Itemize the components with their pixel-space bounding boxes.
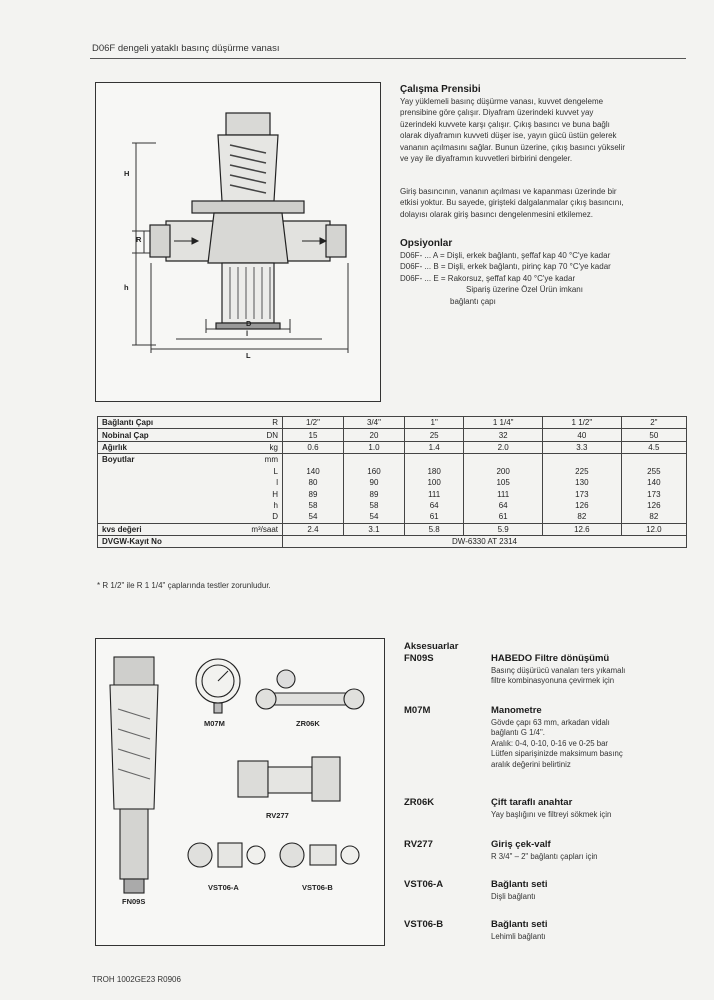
cell: 64 [464, 500, 543, 511]
cell: 100 [404, 477, 463, 488]
accessory-code: M07M [404, 705, 431, 716]
cell: 12.6 [543, 523, 622, 535]
cell: 25 [404, 429, 463, 441]
dimension-label-L: L [246, 351, 251, 360]
cell: 0.6 [283, 441, 344, 453]
text-line: dolayısı olarak giriş basıncı dengelenmesini etkilemez. [400, 209, 593, 219]
cell: 1/2" [283, 417, 344, 429]
cell: 1.4 [404, 441, 463, 453]
row-unit: mm [216, 454, 283, 466]
text-line: filtre kombinasyonuna çevirmek için [491, 676, 615, 686]
cell: 15 [283, 429, 344, 441]
dimension-label-R: R [136, 235, 142, 244]
row-unit: h [216, 500, 283, 511]
cell: 82 [621, 511, 686, 523]
option-line: D06F- ... A = Dişli, erkek bağlantı, şeffaf kap 40 °C'ye kadar [400, 251, 611, 260]
accessory-name: Bağlantı seti [491, 879, 548, 890]
option-note-connection: bağlantı çapı [450, 296, 496, 306]
accessory-name: Giriş çek-valf [491, 839, 551, 850]
table-row [98, 477, 687, 488]
cell: 64 [404, 500, 463, 511]
label-vst06a: VST06-A [208, 883, 239, 892]
cell: 61 [464, 511, 543, 523]
accessory-code: VST06-A [404, 879, 444, 890]
cell: 12.0 [621, 523, 686, 535]
text-line: Lütfen siparişinizde maksimum basınç [491, 749, 623, 759]
option-note-special: Sipariş üzerine Özel Ürün imkanı [466, 285, 583, 295]
text-line: Basınç düşürücü vanaları ters yıkamalı [491, 666, 626, 675]
specification-table [97, 416, 687, 548]
cell: 105 [464, 477, 543, 488]
text-line: ve yay ile diyaframın kuvvetleri birbirini dengeler. [400, 154, 573, 164]
page-header-title: D06F dengeli yataklı basınç düşürme vanası [92, 43, 280, 54]
dimension-label-h: h [124, 283, 129, 292]
table-row [98, 500, 687, 511]
cell: 200 [464, 466, 543, 477]
working-principle-paragraph-1 [400, 96, 690, 164]
dimension-label-l: l [246, 329, 249, 338]
cell: 58 [283, 500, 344, 511]
table-row [98, 429, 687, 441]
cell: 1.0 [343, 441, 404, 453]
cell: 4.5 [621, 441, 686, 453]
table-row [98, 488, 687, 499]
cell: 61 [404, 511, 463, 523]
cell: 54 [283, 511, 344, 523]
accessories-figure [95, 638, 385, 946]
text-line: üzerindeki kuvvete karşı çalışır. Çıkış basıncı ve buna bağlı [400, 119, 610, 129]
dimension-label-H: H [124, 169, 130, 178]
row-label: Ağırlık [98, 441, 217, 453]
cell: 54 [343, 511, 404, 523]
label-m07m: M07M [204, 719, 225, 728]
cell: 225 [543, 466, 622, 477]
cell: 3.3 [543, 441, 622, 453]
row-label: DVGW-Kayıt No [98, 535, 217, 547]
table-row [98, 454, 687, 466]
accessory-description [491, 852, 691, 862]
table-row [98, 523, 687, 535]
cell: 80 [283, 477, 344, 488]
text-line: olarak diyaframın kuvveti düşer ise, yayın gücü üstün gelerek [400, 131, 617, 141]
cell: 5.8 [404, 523, 463, 535]
text-line: Yay yüklemeli basınç düşürme vanası, kuvvet dengeleme [400, 97, 604, 106]
accessory-code: VST06-B [404, 919, 444, 930]
cell: 20 [343, 429, 404, 441]
table-row [98, 441, 687, 453]
accessory-description [491, 932, 691, 942]
working-principle-heading: Çalışma Prensibi [400, 84, 481, 95]
cell: 255 [621, 466, 686, 477]
table-row [98, 466, 687, 477]
footnote: * R 1/2" ile R 1 1/4" çaplarında testler zorunludur. [97, 581, 271, 590]
row-label: Bağlantı Çapı [98, 417, 217, 429]
accessory-name: Bağlantı seti [491, 919, 548, 930]
cell: 5.9 [464, 523, 543, 535]
accessory-name: HABEDO Filtre dönüşümü [491, 653, 610, 664]
dimension-label-D: D [246, 319, 252, 328]
label-zr06k: ZR06K [296, 719, 320, 728]
cell: 173 [621, 488, 686, 499]
header-divider [90, 58, 686, 59]
row-unit: DN [216, 429, 283, 441]
cell: 2.4 [283, 523, 344, 535]
cell: 180 [404, 466, 463, 477]
cell: 3/4" [343, 417, 404, 429]
label-vst06b: VST06-B [302, 883, 333, 892]
cell: 90 [343, 477, 404, 488]
cell: 40 [543, 429, 622, 441]
cell: 1 1/4" [464, 417, 543, 429]
option-line: D06F- ... E = Rakorsuz, şeffaf kap 40 °C'ye kadar [400, 273, 576, 283]
cell: 89 [283, 488, 344, 499]
cell: 58 [343, 500, 404, 511]
label-rv277: RV277 [266, 811, 289, 820]
accessory-description [491, 718, 691, 770]
cell: 32 [464, 429, 543, 441]
text-line: Dişli bağlantı [491, 892, 536, 901]
cell: 126 [621, 500, 686, 511]
text-line: Lehimli bağlantı [491, 932, 546, 941]
text-line: aralık değerini belirtiniz [491, 759, 571, 769]
text-line: prensibine göre çalışır. Diyafram üzerindeki kuvvet yay [400, 108, 594, 118]
row-label: kvs değeri [98, 523, 217, 535]
table-row [98, 417, 687, 429]
accessory-code: FN09S [404, 653, 434, 664]
cell: 111 [404, 488, 463, 499]
accessory-code: ZR06K [404, 797, 435, 808]
text-line: Yay başlığını ve filtreyi sökmek için [491, 810, 612, 819]
cell: 140 [621, 477, 686, 488]
accessory-description [491, 666, 691, 687]
text-line: vananın açılmasını sağlar. Bunun üzerine, çıkış basıncı yükselir [400, 142, 626, 152]
cell: 2" [621, 417, 686, 429]
row-unit: m³/saat [216, 523, 283, 535]
cell: 2.0 [464, 441, 543, 453]
text-line: Gövde çapı 63 mm, arkadan vidalı [491, 718, 610, 727]
cell: 130 [543, 477, 622, 488]
cell: 111 [464, 488, 543, 499]
cell: 89 [343, 488, 404, 499]
cell: 82 [543, 511, 622, 523]
accessory-description [491, 810, 691, 820]
working-principle-paragraph-2 [400, 186, 690, 220]
row-unit: D [216, 511, 283, 523]
cell: 173 [543, 488, 622, 499]
row-unit: R [216, 417, 283, 429]
label-fn09s: FN09S [122, 897, 146, 906]
cell: 140 [283, 466, 344, 477]
table-row [98, 535, 687, 547]
accessory-code: RV277 [404, 839, 433, 850]
cell: 1 1/2" [543, 417, 622, 429]
options-heading: Opsiyonlar [400, 238, 453, 249]
row-unit: H [216, 488, 283, 499]
table-row [98, 511, 687, 523]
cell: 126 [543, 500, 622, 511]
accessory-name: Manometre [491, 705, 542, 716]
cell: 1" [404, 417, 463, 429]
cell: 50 [621, 429, 686, 441]
row-unit: L [216, 466, 283, 477]
valve-section-figure [95, 82, 381, 402]
text-line: Aralık: 0-4, 0-10, 0-16 ve 0-25 bar [491, 738, 609, 748]
cell: DW-6330 AT 2314 [283, 535, 687, 547]
options-list [400, 250, 690, 307]
cell: 160 [343, 466, 404, 477]
row-label: Boyutlar [98, 454, 217, 466]
accessory-name: Çift taraflı anahtar [491, 797, 573, 808]
text-line: R 3/4" – 2" bağlantı çapları için [491, 852, 598, 861]
text-line: bağlantı G 1/4". [491, 728, 545, 738]
row-unit: l [216, 477, 283, 488]
row-label: Nobinal Çap [98, 429, 217, 441]
cell: 3.1 [343, 523, 404, 535]
accessory-description [491, 892, 691, 902]
text-line: Giriş basıncının, vananın açılması ve kapanması üzerinde bir [400, 187, 617, 196]
option-line: D06F- ... B = Dişli, erkek bağlantı, pirinç kap 70 °C'ye kadar [400, 262, 611, 272]
row-unit: kg [216, 441, 283, 453]
accessories-heading: Aksesuarlar [404, 641, 459, 652]
text-line: etkisi yoktur. Bu sayede, girişteki dalgalanmalar çıkış basıncını, [400, 198, 624, 208]
footer-code: TROH 1002GE23 R0906 [92, 975, 181, 984]
